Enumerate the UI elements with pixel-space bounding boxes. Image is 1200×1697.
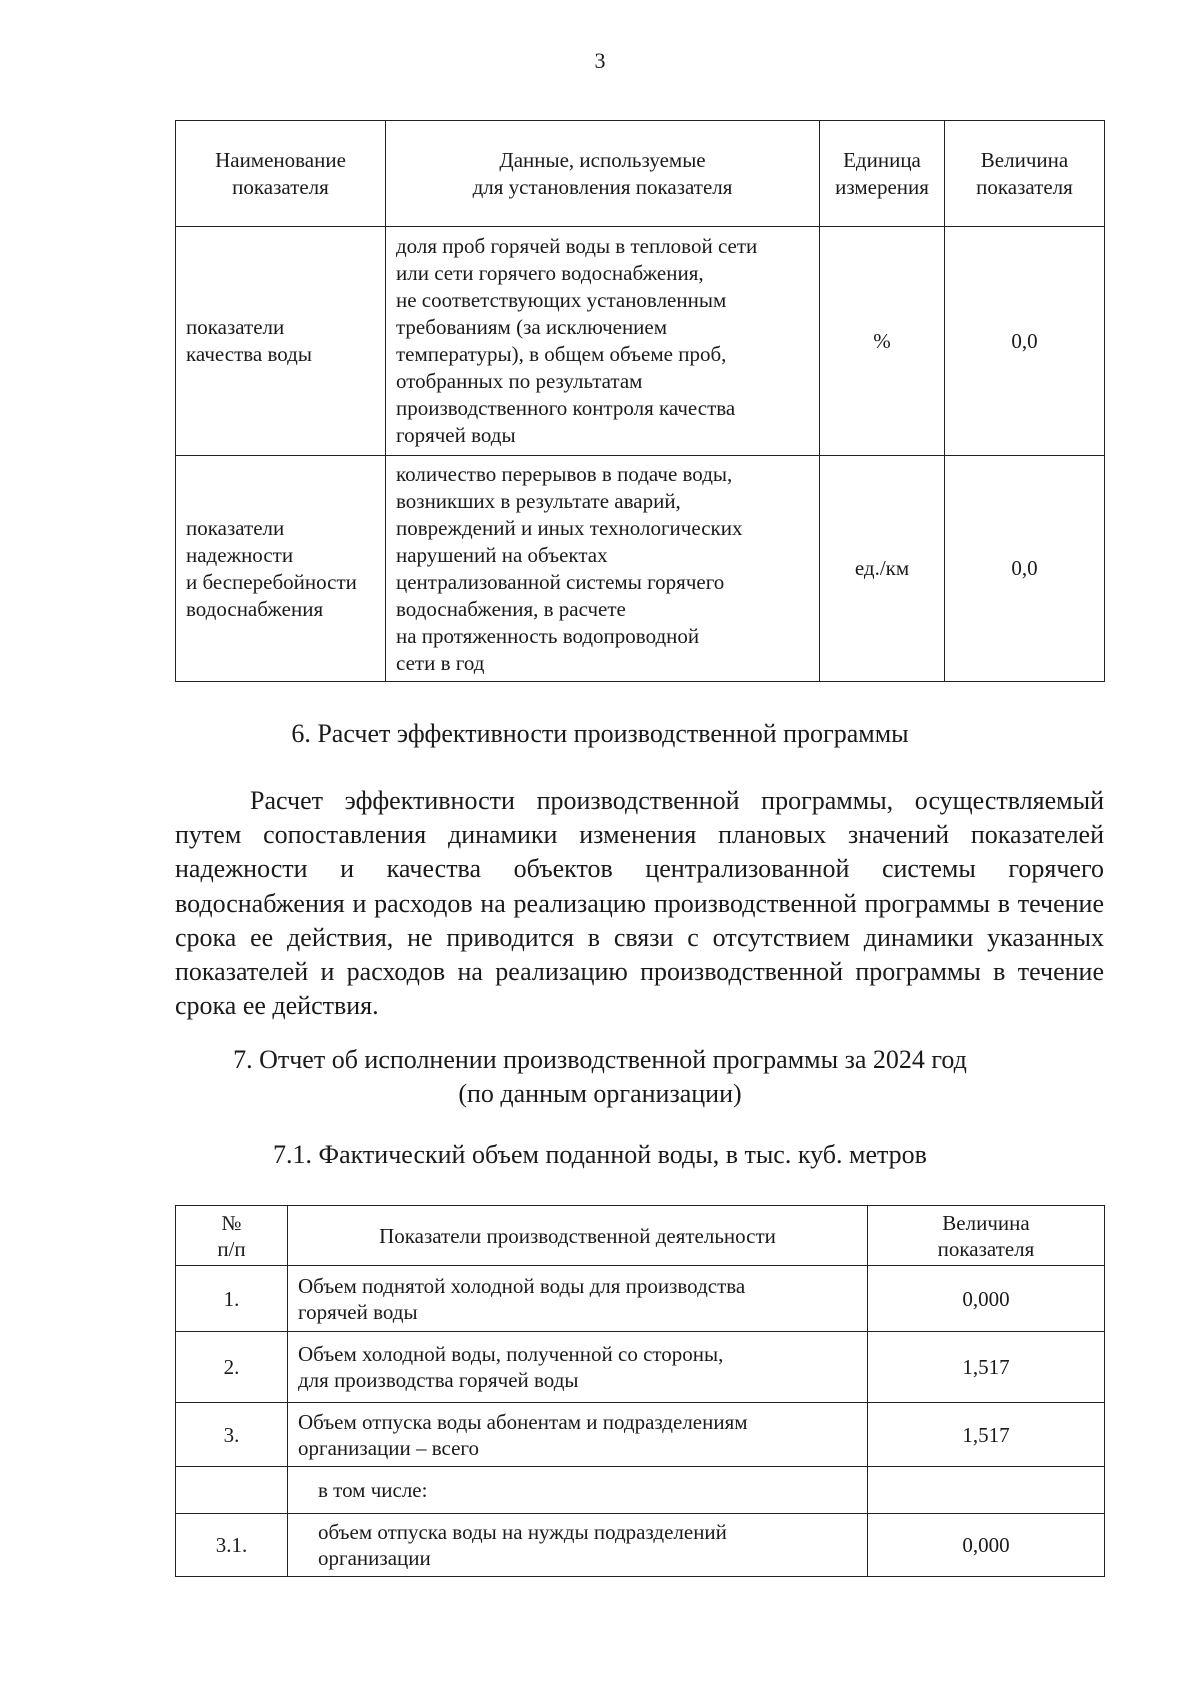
section-7-title-line-1: 7. Отчет об исполнении производственной программы за 2024 год [233, 1045, 967, 1074]
table-row [176, 1332, 1105, 1403]
indicator-value: 0,0 [945, 227, 1105, 456]
table-header-row [176, 1206, 1105, 1266]
section-6-title: 6. Расчет эффективности производственной программы [291, 719, 909, 748]
header-num: № п/п [176, 1206, 288, 1266]
row-number [176, 1467, 288, 1514]
header-value: Величина показателя [868, 1206, 1105, 1266]
row-value [868, 1467, 1105, 1514]
row-value: 0,000 [868, 1514, 1105, 1577]
row-number: 1. [176, 1266, 288, 1332]
page-number: 3 [594, 48, 606, 73]
table-row [176, 227, 1105, 456]
row-indicator: объем отпуска воды на нужды подразделений организации [288, 1514, 868, 1577]
indicator-name: показатели надежности и бесперебойности водоснабжения [176, 456, 386, 682]
row-number: 2. [176, 1332, 288, 1403]
row-indicator: Объем отпуска воды абонентам и подразделениям организации – всего [288, 1403, 868, 1467]
quality-indicators-table [175, 120, 1105, 682]
indicator-value: 0,0 [945, 456, 1105, 682]
header-value: Величина показателя [945, 121, 1105, 227]
table-row [176, 1467, 1105, 1514]
row-number: 3. [176, 1403, 288, 1467]
table-row [176, 456, 1105, 682]
row-indicator: Объем холодной воды, полученной со стороны, для производства горячей воды [288, 1332, 868, 1403]
row-value: 0,000 [868, 1266, 1105, 1332]
section-7-title [0, 1043, 1200, 1111]
row-indicator: Объем поднятой холодной воды для производства горячей воды [288, 1266, 868, 1332]
indicator-unit: % [820, 227, 945, 456]
header-data: Данные, используемые для установления показателя [386, 121, 820, 227]
indicator-data: количество перерывов в подаче воды, возникших в результате аварий, повреждений и иных технологических нарушений на объектах централизованной системы горячего водоснабжения, в расчете на протяженность водопроводной сети в год [386, 456, 820, 682]
row-number: 3.1. [176, 1514, 288, 1577]
indicator-unit: ед./км [820, 456, 945, 682]
row-value: 1,517 [868, 1403, 1105, 1467]
header-indicator: Показатели производственной деятельности [288, 1206, 868, 1266]
header-unit: Единица измерения [820, 121, 945, 227]
table-row [176, 1266, 1105, 1332]
header-name: Наименование показателя [176, 121, 386, 227]
table-row [176, 1514, 1105, 1577]
indicator-data: доля проб горячей воды в тепловой сети или сети горячего водоснабжения, не соответствующих установленным требованиям (за исключением температуры), в общем объеме проб, отобранных по результатам производственного контроля качества горячей воды [386, 227, 820, 456]
table-header-row [176, 121, 1105, 227]
indicator-name: показатели качества воды [176, 227, 386, 456]
row-indicator: в том числе: [288, 1467, 868, 1514]
section-7-1-subtitle: 7.1. Фактический объем поданной воды, в тыс. куб. метров [273, 1140, 927, 1169]
table-row [176, 1403, 1105, 1467]
section-7-title-line-2: (по данным организации) [458, 1079, 742, 1108]
water-volume-table [175, 1205, 1105, 1577]
row-value: 1,517 [868, 1332, 1105, 1403]
section-6-paragraph: Расчет эффективности производственной программы, осуществляемый путем сопоставления динамики изменения плановых значений показателей надежности и качества объектов централизованной системы горячего водоснабжения и расходов на реализацию производственной программы в течение срока ее действия, не приводится в связи с отсутствием динамики указанных показателей и расходов на реализацию производственной программы в течение срока ее действия. [175, 786, 1104, 1021]
